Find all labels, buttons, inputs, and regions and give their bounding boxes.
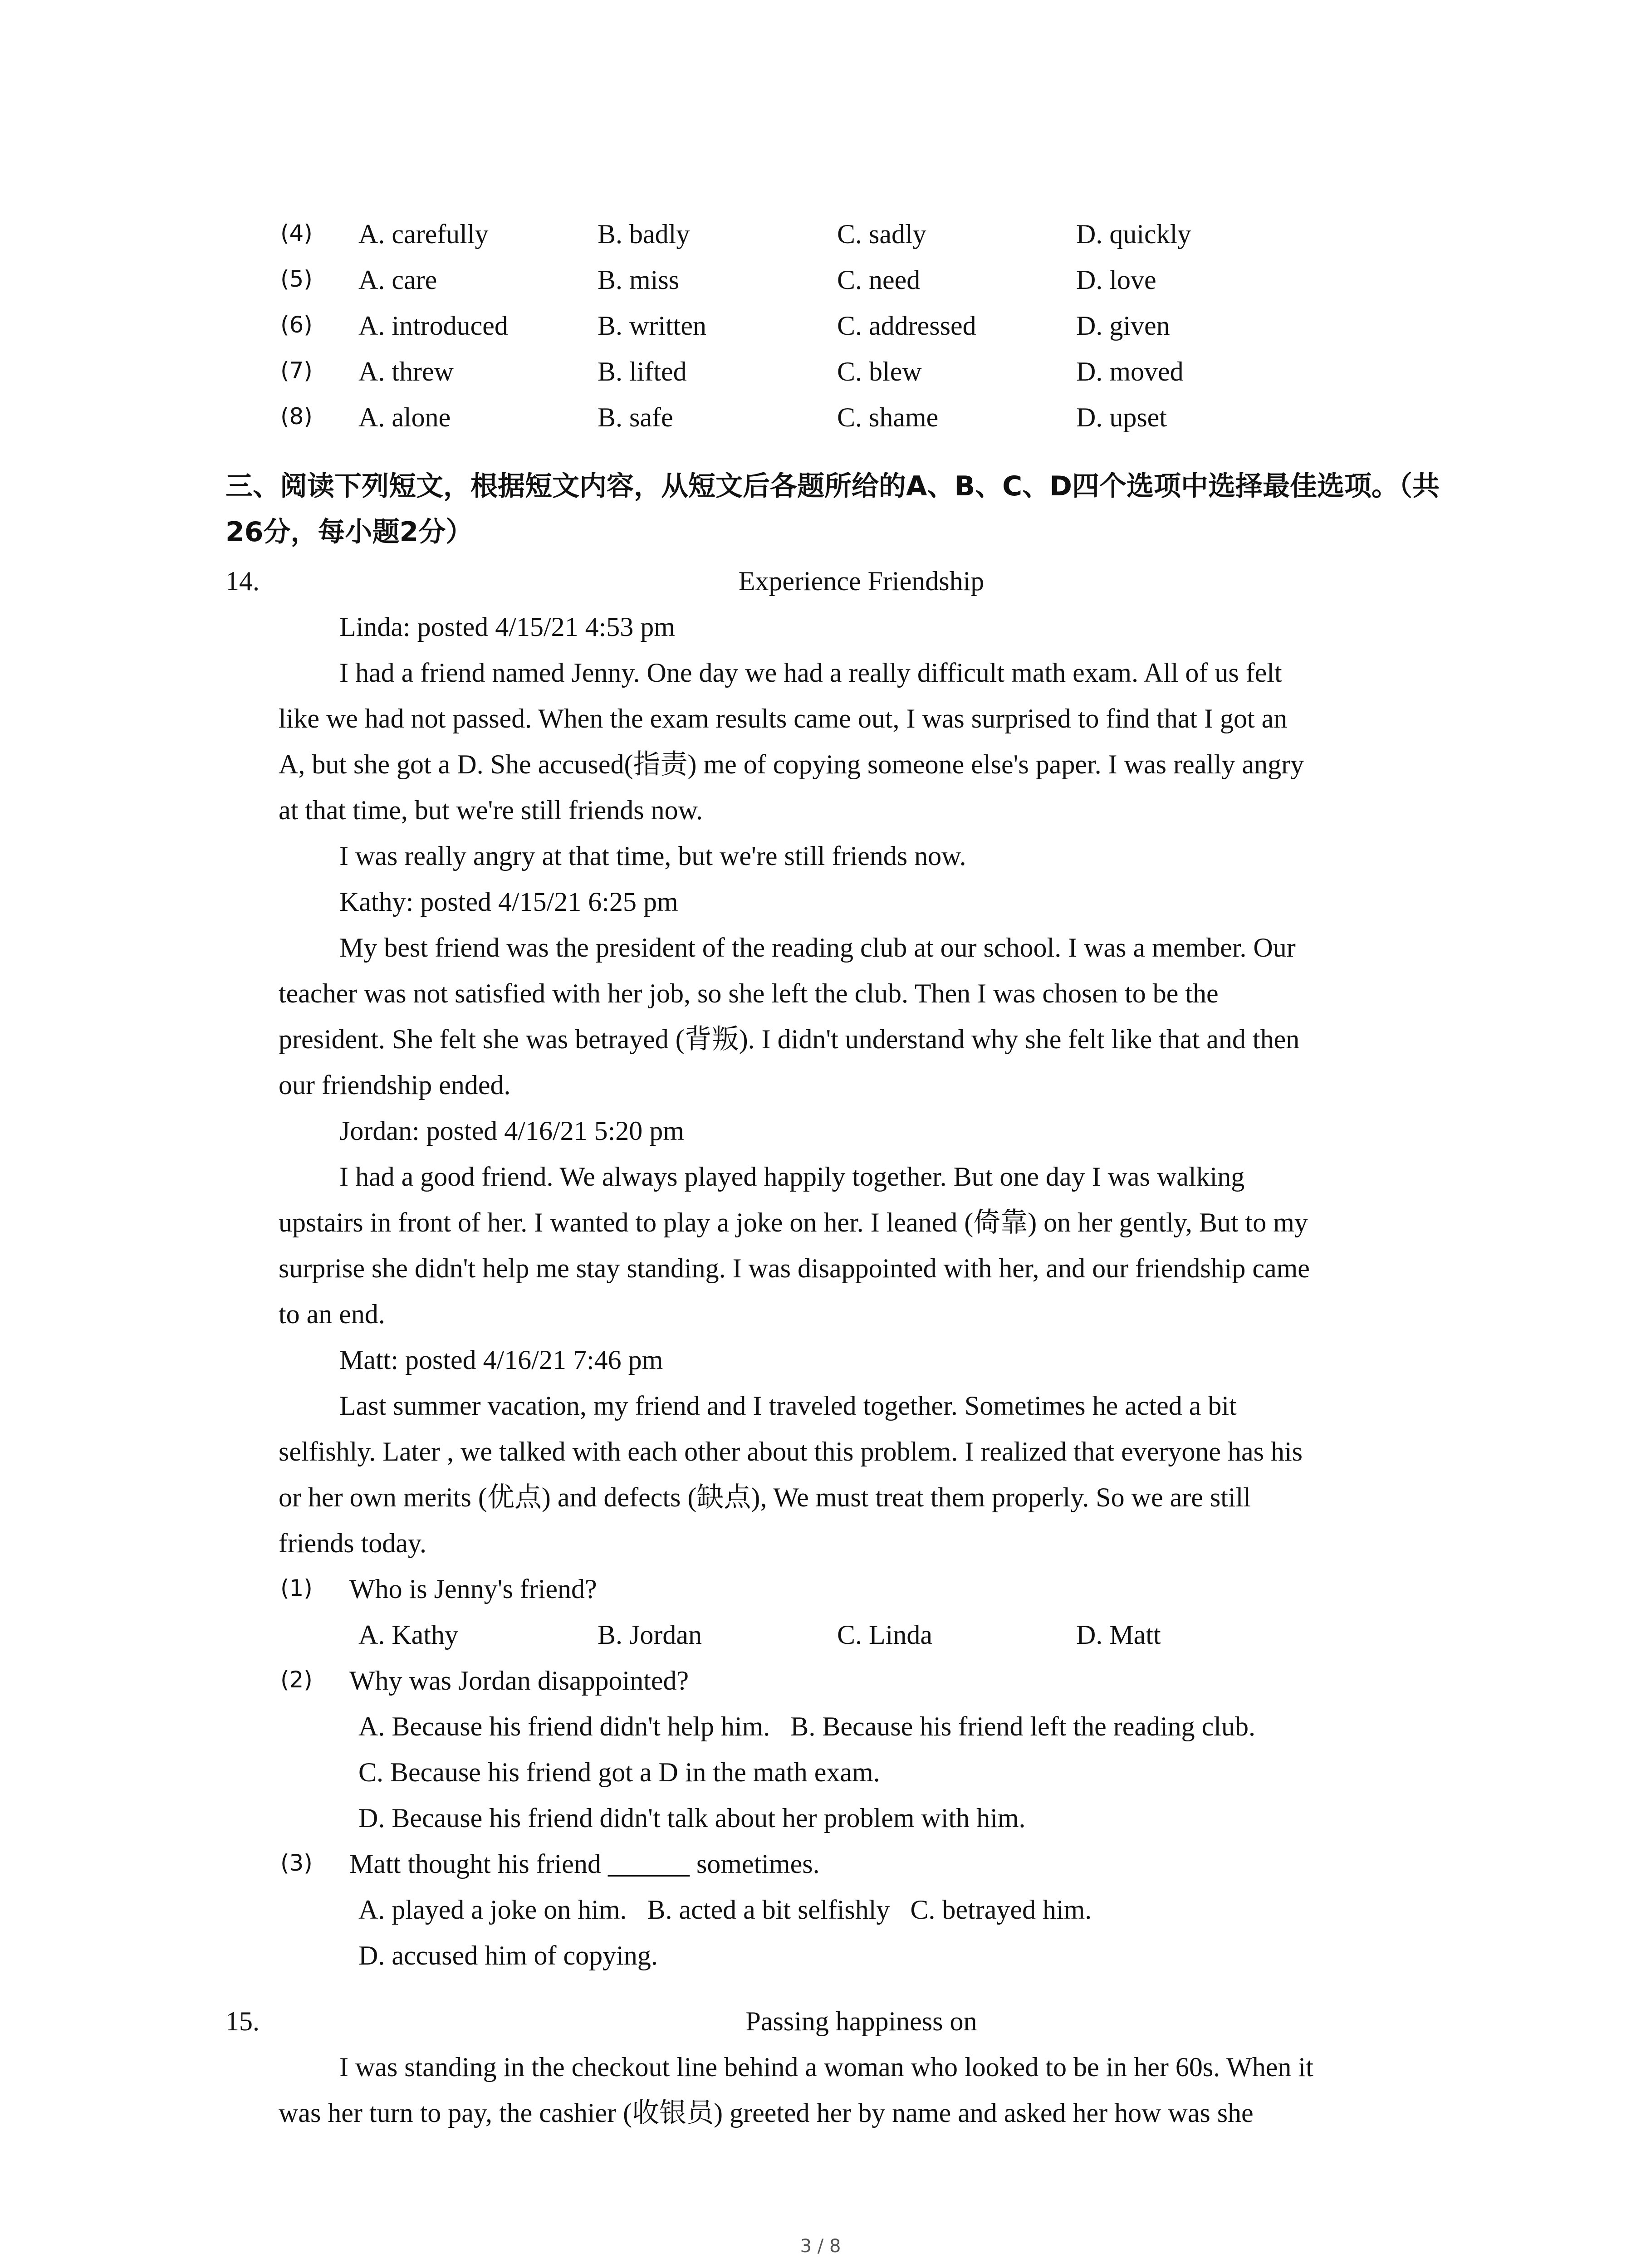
passage-title: Passing happiness on xyxy=(745,2006,977,2036)
option-c: C. shame xyxy=(837,402,939,432)
passage-line: teacher was not satisfied with her job, so she left the club. Then I was chosen to be the xyxy=(279,978,1219,1008)
option-c: C. sadly xyxy=(837,219,926,249)
passage-line: My best friend was the president of the reading club at our school. I was a member. Our xyxy=(339,933,1296,963)
option-a: A. alone xyxy=(358,402,451,432)
sub-question-number: (1) xyxy=(280,1575,313,1601)
sub-question-text: Who is Jenny's friend? xyxy=(349,1574,597,1604)
passage-line: was her turn to pay, the cashier (收银员) greeted her by name and asked her how was she xyxy=(279,2098,1254,2128)
post-author-line: Kathy: posted 4/15/21 6:25 pm xyxy=(339,887,678,917)
option-line: A. Because his friend didn't help him. B. Because his friend left the reading club. xyxy=(358,1711,1255,1741)
passage-line: I had a good friend. We always played happily together. But one day I was walking xyxy=(339,1162,1245,1192)
option-c: C. addressed xyxy=(837,311,976,341)
option-b: B. lifted xyxy=(598,357,687,386)
passage-line: Last summer vacation, my friend and I traveled together. Sometimes he acted a bit xyxy=(339,1391,1237,1421)
option-d: D. upset xyxy=(1076,402,1167,432)
passage-line: A, but she got a D. She accused(指责) me of copying someone else's paper. I was really angry xyxy=(279,749,1304,779)
option-d: D. Matt xyxy=(1076,1620,1161,1650)
option-d: D. quickly xyxy=(1076,219,1191,249)
passage-line: our friendship ended. xyxy=(279,1070,511,1100)
passage-line: friends today. xyxy=(279,1528,427,1558)
sub-question-number: (2) xyxy=(280,1667,313,1693)
passage-line: I had a friend named Jenny. One day we had a really difficult math exam. All of us felt xyxy=(339,658,1282,688)
option-line: A. played a joke on him. B. acted a bit selfishly C. betrayed him. xyxy=(358,1895,1092,1925)
question-number: (7) xyxy=(280,357,313,384)
passage-title: Experience Friendship xyxy=(738,566,985,596)
question-number: (6) xyxy=(280,312,313,338)
option-a: A. carefully xyxy=(358,219,489,249)
post-author-line: Linda: posted 4/15/21 4:53 pm xyxy=(339,612,675,642)
passage-line: or her own merits (优点) and defects (缺点), We must treat them properly. So we are still xyxy=(279,1482,1251,1512)
option-c: C. need xyxy=(837,265,921,295)
question-number: 15. xyxy=(225,2006,260,2036)
option-a: A. care xyxy=(358,265,437,295)
option-a: A. introduced xyxy=(358,311,508,341)
question-number: (8) xyxy=(280,403,313,430)
sub-question-number: (3) xyxy=(280,1850,313,1876)
passage-line: like we had not passed. When the exam results came out, I was surprised to find that I got an xyxy=(279,704,1288,733)
option-line: D. accused him of copying. xyxy=(358,1941,658,1970)
option-b: B. written xyxy=(598,311,706,341)
question-number: 14. xyxy=(225,566,260,596)
post-author-line: Matt: posted 4/16/21 7:46 pm xyxy=(339,1345,663,1375)
page-number: 3 / 8 xyxy=(800,2236,841,2257)
post-author-line: Jordan: posted 4/16/21 5:20 pm xyxy=(339,1116,684,1146)
option-d: D. moved xyxy=(1076,357,1184,386)
option-b: B. badly xyxy=(598,219,690,249)
passage-line: upstairs in front of her. I wanted to play a joke on her. I leaned (倚靠) on her gently, But to my xyxy=(279,1207,1308,1237)
passage-line: I was really angry at that time, but we're still friends now. xyxy=(339,841,966,871)
option-b: B. Jordan xyxy=(598,1620,702,1650)
option-c: C. blew xyxy=(837,357,922,386)
passage-line: president. She felt she was betrayed (背叛). I didn't understand why she felt like that and then xyxy=(279,1024,1300,1054)
option-line: C. Because his friend got a D in the math exam. xyxy=(358,1757,880,1787)
passage-line: to an end. xyxy=(279,1299,385,1329)
option-b: B. miss xyxy=(598,265,680,295)
option-d: D. love xyxy=(1076,265,1156,295)
passage-line: selfishly. Later , we talked with each other about this problem. I realized that everyone has his xyxy=(279,1437,1303,1466)
sub-question-text: Matt thought his friend ______ sometimes. xyxy=(349,1849,820,1879)
sub-question-text: Why was Jordan disappointed? xyxy=(349,1666,689,1696)
section-heading: 三、阅读下列短文，根据短文内容，从短文后各题所给的A、B、C、D四个选项中选择最佳选项。（共26分，每小题2分） xyxy=(225,470,1440,548)
option-a: A. Kathy xyxy=(358,1620,458,1650)
question-number: (4) xyxy=(280,220,313,246)
question-number: (5) xyxy=(280,266,313,292)
option-c: C. Linda xyxy=(837,1620,932,1650)
option-b: B. safe xyxy=(598,402,673,432)
option-d: D. given xyxy=(1076,311,1170,341)
passage-line: I was standing in the checkout line behind a woman who looked to be in her 60s. When it xyxy=(339,2052,1313,2082)
passage-line: surprise she didn't help me stay standing. I was disappointed with her, and our friendship came xyxy=(279,1253,1310,1283)
option-line: D. Because his friend didn't talk about her problem with him. xyxy=(358,1803,1026,1833)
passage-line: at that time, but we're still friends now. xyxy=(279,795,703,825)
option-a: A. threw xyxy=(358,357,454,386)
